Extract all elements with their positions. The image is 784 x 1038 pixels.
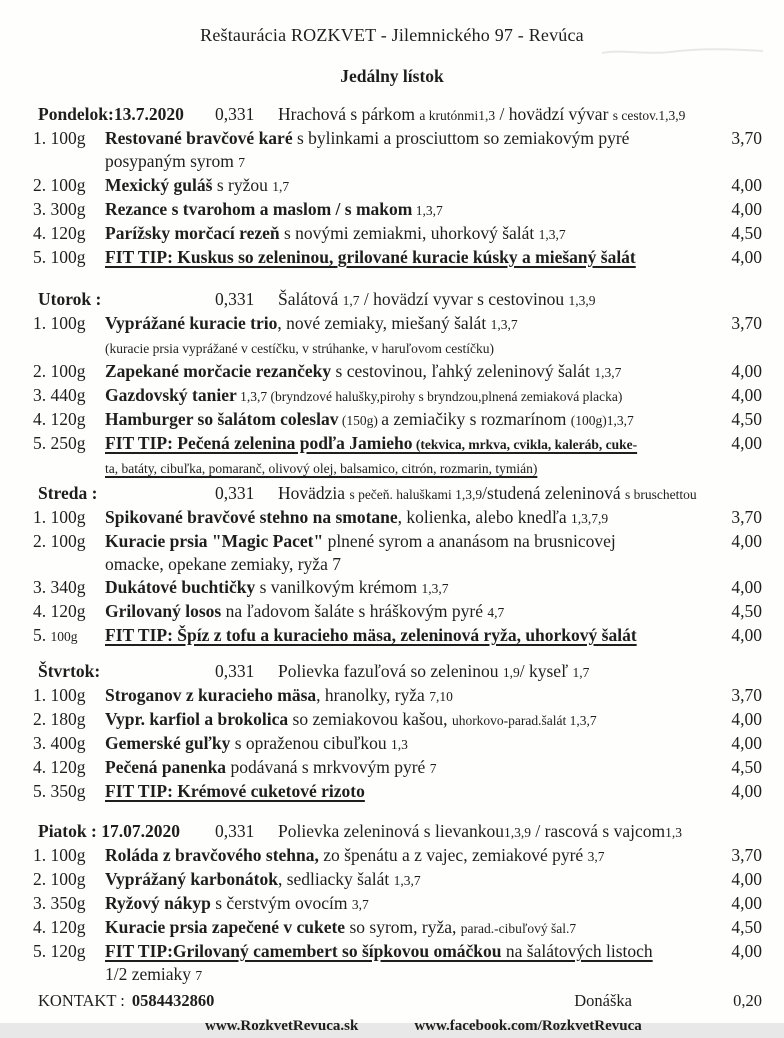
- item-weight: 340g: [50, 577, 86, 597]
- menu-item-row: [0, 198, 784, 222]
- item-weight: 440g: [50, 385, 86, 405]
- item-weight: 350g: [50, 781, 86, 801]
- item-line1: Rezance s tvarohom a maslom / s makom 1,3,7: [105, 199, 443, 219]
- item-description: [105, 868, 716, 892]
- item-weight: 350g: [50, 893, 86, 913]
- item-weight: 100g: [50, 247, 86, 267]
- day-soup: Polievka zeleninová s lievankou1,3,9 / rascová s vajcom1,3: [278, 821, 682, 841]
- item-description: [105, 600, 716, 624]
- item-weight: 120g: [50, 941, 86, 961]
- item-number-weight: 3. 300g: [33, 199, 86, 219]
- day-name: Pondelok:13.7.2020: [38, 104, 184, 124]
- item-number-weight: 5. 250g: [33, 433, 86, 453]
- item-price: 4,00: [731, 625, 762, 645]
- item-number-weight: 2. 180g: [33, 709, 86, 729]
- menu-item-row: [0, 844, 784, 868]
- contact-label: KONTAKT :: [38, 991, 125, 1010]
- item-number-weight: 3. 400g: [33, 733, 86, 753]
- menu-heading: Jedálny lístok: [340, 66, 444, 86]
- item-line1: Parížsky morčací rezeň s novými zemiakmi, uhorkový šalát 1,3,7: [105, 223, 566, 243]
- item-description: [105, 127, 716, 174]
- menu-item-row: [0, 174, 784, 198]
- item-number-weight: 4. 120g: [33, 409, 86, 429]
- item-line1: FIT TIP:Grilovaný camembert so šípkovou omáčkou na šalátových listoch: [105, 941, 653, 961]
- item-price: 4,00: [731, 199, 762, 219]
- contact-phone: 0584432860: [131, 991, 215, 1010]
- item-number-weight: 2. 100g: [33, 361, 86, 381]
- item-price: 4,50: [731, 223, 762, 243]
- item-price: 4,50: [731, 409, 762, 429]
- item-weight: 100g: [50, 361, 86, 381]
- day-soup: Hrachová s párkom a krutónmi1,3 / hovädzí vývar s cestov.1,3,9: [278, 104, 686, 124]
- day-header: [0, 660, 784, 684]
- item-weight: 100g: [50, 869, 86, 889]
- restaurant-title: Reštaurácia ROZKVET - Jilemnického 97 - Revúca: [200, 25, 584, 45]
- item-description: [105, 198, 716, 222]
- menu-item-row: [0, 246, 784, 269]
- item-line2: ta, batáty, cibuľka, pomaranč, olivový olej, balsamico, citrón, rozmarin, tymián): [105, 461, 538, 476]
- item-number-weight: 5. 120g: [33, 941, 86, 961]
- item-price: 3,70: [731, 128, 762, 148]
- menu-item-row: [0, 940, 784, 987]
- item-price: 4,00: [731, 361, 762, 381]
- item-weight: 100g: [50, 128, 86, 148]
- item-price: 4,00: [731, 869, 762, 889]
- item-description: [105, 576, 716, 600]
- menu-item-row: [0, 916, 784, 940]
- item-line1: Kuracie prsia zapečené v cukete so syrom, ryža, parad.-cibuľový šal.7: [105, 917, 577, 937]
- item-weight: 180g: [50, 709, 86, 729]
- item-line1: Zapekané morčacie rezančeky s cestovinou, ľahký zeleninový šalát 1,3,7: [105, 361, 622, 381]
- item-number-weight: 3. 350g: [33, 893, 86, 913]
- menu-item-row: [0, 312, 784, 360]
- item-price: 4,00: [731, 385, 762, 405]
- item-description: [105, 708, 716, 732]
- day-soup: Hovädzia s pečeň. haluškami 1,3,9/studená zeleninová s bruschettou: [278, 483, 697, 503]
- item-price: 3,70: [731, 313, 762, 333]
- item-number-weight: 2. 100g: [33, 869, 86, 889]
- delivery-price: 0,20: [733, 991, 762, 1010]
- item-weight: 100g: [50, 507, 86, 527]
- item-line2: (kuracie prsia vyprážané v cestíčku, v strúhanke, v haruľovom cestíčku): [105, 341, 494, 356]
- menu-item-row: [0, 432, 784, 480]
- day-header: [0, 103, 784, 127]
- menu-item-row: [0, 360, 784, 384]
- item-line1: FIT TIP: Krémové cuketové rizoto: [105, 781, 365, 801]
- item-description: [105, 360, 716, 384]
- item-price: 4,00: [731, 733, 762, 753]
- menu-item-row: [0, 684, 784, 708]
- item-weight: 400g: [50, 733, 86, 753]
- item-weight: 120g: [50, 409, 86, 429]
- day-section: [0, 820, 784, 987]
- item-price: 4,00: [731, 893, 762, 913]
- item-weight: 120g: [50, 917, 86, 937]
- item-price: 4,00: [731, 941, 762, 961]
- item-number-weight: 4. 120g: [33, 917, 86, 937]
- item-description: [105, 940, 716, 987]
- item-description: [105, 222, 716, 246]
- scan-smudge-artifact: [600, 44, 765, 58]
- item-price: 4,00: [731, 577, 762, 597]
- item-line1: Ryžový nákyp s čerstvým ovocím 3,7: [105, 893, 369, 913]
- item-line1: Gemerské guľky s opraženou cibuľkou 1,3: [105, 733, 408, 753]
- item-price: 4,00: [731, 433, 762, 453]
- menu-item-row: [0, 868, 784, 892]
- item-description: [105, 892, 716, 916]
- item-line1: Pečená panenka podávaná s mrkvovým pyré 7: [105, 757, 437, 777]
- day-section: [0, 660, 784, 803]
- menu-item-row: [0, 624, 784, 648]
- item-number-weight: 2. 100g: [33, 175, 86, 195]
- menu-days: [0, 103, 784, 987]
- item-description: [105, 530, 716, 576]
- item-line1: Stroganov z kuracieho mäsa, hranolky, ryža 7,10: [105, 685, 453, 705]
- item-weight: 100g: [50, 175, 86, 195]
- item-line1: Spikované bravčové stehno na smotane, kolienka, alebo knedľa 1,3,7,9: [105, 507, 609, 527]
- menu-item-row: [0, 708, 784, 732]
- item-number-weight: 5. 100g: [33, 247, 86, 267]
- item-line1: Mexický guláš s ryžou 1,7: [105, 175, 290, 195]
- item-weight: 100g: [50, 531, 86, 551]
- day-volume: 0,331: [215, 661, 255, 681]
- item-line1: Roláda z bravčového stehna, zo špenátu a z vajec, zemiakové pyré 3,7: [105, 845, 605, 865]
- item-price: 4,50: [731, 601, 762, 621]
- item-number-weight: 5. 100g: [33, 625, 78, 645]
- item-line1: Restované bravčové karé s bylinkami a prosciuttom so zemiakovým pyré: [105, 128, 630, 148]
- item-description: [105, 624, 716, 647]
- day-section: [0, 288, 784, 480]
- item-description: [105, 432, 716, 480]
- item-weight: 100g: [50, 845, 86, 865]
- menu-item-row: [0, 506, 784, 530]
- item-line1: Hamburger so šalátom coleslav (150g) a zemiačiky s rozmarínom (100g)1,3,7: [105, 409, 634, 429]
- item-number-weight: 1. 100g: [33, 313, 86, 333]
- day-name: Streda :: [38, 483, 98, 503]
- menu-item-row: [0, 600, 784, 624]
- item-number-weight: 5. 350g: [33, 781, 86, 801]
- item-number-weight: 1. 100g: [33, 128, 86, 148]
- day-name: Piatok : 17.07.2020: [38, 821, 180, 841]
- day-soup: Polievka fazuľová so zeleninou 1,9/ kyseľ 1,7: [278, 661, 590, 681]
- item-description: [105, 732, 716, 756]
- day-header: [0, 482, 784, 506]
- item-price: 3,70: [731, 845, 762, 865]
- item-price: 4,50: [731, 757, 762, 777]
- day-section: [0, 482, 784, 648]
- item-weight: 100g: [50, 685, 86, 705]
- item-description: [105, 756, 716, 780]
- menu-item-row: [0, 892, 784, 916]
- item-weight: 300g: [50, 199, 86, 219]
- item-price: 4,00: [731, 175, 762, 195]
- menu-item-row: [0, 408, 784, 432]
- item-line1: Grilovaný losos na ľadovom šaláte s hráškovým pyré 4,7: [105, 601, 505, 621]
- item-price: 4,00: [731, 247, 762, 267]
- item-price: 3,70: [731, 685, 762, 705]
- item-description: [105, 246, 716, 269]
- item-description: [105, 408, 716, 432]
- menu-item-row: [0, 530, 784, 576]
- menu-item-row: [0, 576, 784, 600]
- item-description: [105, 174, 716, 198]
- item-weight: 120g: [50, 223, 86, 243]
- item-line1: Vyprážaný karbonátok, sedliacky šalát 1,3,7: [105, 869, 421, 889]
- day-volume: 0,331: [215, 483, 255, 503]
- item-number-weight: 2. 100g: [33, 531, 86, 551]
- menu-item-row: [0, 222, 784, 246]
- item-price: 4,00: [731, 709, 762, 729]
- item-line1: FIT TIP: Špíz z tofu a kuracieho mäsa, zeleninová ryža, uhorkový šalát: [105, 625, 637, 645]
- item-description: [105, 844, 716, 868]
- website-link: www.RozkvetRevuca.sk: [205, 1018, 359, 1034]
- item-weight: 100g: [50, 629, 78, 644]
- item-line1: FIT TIP: Pečená zelenina podľa Jamieho (tekvica, mrkva, cvikla, kaleráb, cuke-: [105, 433, 638, 453]
- day-section: [0, 103, 784, 269]
- item-description: [105, 780, 716, 803]
- item-number-weight: 4. 120g: [33, 601, 86, 621]
- item-price: 4,50: [731, 917, 762, 937]
- day-volume: 0,331: [215, 289, 255, 309]
- item-number-weight: 4. 120g: [33, 757, 86, 777]
- item-description: [105, 384, 716, 408]
- contact-row: [0, 989, 784, 1012]
- item-description: [105, 506, 716, 530]
- item-number-weight: 1. 100g: [33, 845, 86, 865]
- item-number-weight: 4. 120g: [33, 223, 86, 243]
- menu-item-row: [0, 384, 784, 408]
- item-description: [105, 312, 716, 360]
- menu-item-row: [0, 127, 784, 174]
- day-header: [0, 820, 784, 844]
- item-number-weight: 3. 440g: [33, 385, 86, 405]
- item-line2: 1/2 zemiaky 7: [105, 964, 203, 984]
- item-line1: Gazdovský tanier 1,3,7 (bryndzové halušky,pirohy s bryndzou,plnená zemiaková placka): [105, 385, 623, 405]
- item-weight: 100g: [50, 313, 86, 333]
- day-header: [0, 288, 784, 312]
- item-line1: Kuracie prsia "Magic Pacet" plnené syrom a ananásom na brusnicovej: [105, 531, 616, 551]
- item-line1: Vypr. karfiol a brokolica so zemiakovou kašou, uhorkovo-parad.šalát 1,3,7: [105, 709, 597, 729]
- item-weight: 250g: [50, 433, 86, 453]
- menu-item-row: [0, 780, 784, 803]
- item-weight: 120g: [50, 757, 86, 777]
- facebook-link: www.facebook.com/RozkvetRevuca: [414, 1018, 642, 1034]
- day-name: Štvrtok:: [38, 661, 101, 681]
- item-line1: Dukátové buchtičky s vanilkovým krémom 1,3,7: [105, 577, 449, 597]
- item-number-weight: 1. 100g: [33, 507, 86, 527]
- item-number-weight: 1. 100g: [33, 685, 86, 705]
- item-weight: 120g: [50, 601, 86, 621]
- item-price: 3,70: [731, 507, 762, 527]
- menu-item-row: [0, 732, 784, 756]
- day-name: Utorok :: [38, 289, 102, 309]
- links-row: [205, 1015, 784, 1038]
- delivery-label: Donáška: [574, 991, 632, 1010]
- menu-item-row: [0, 756, 784, 780]
- item-description: [105, 684, 716, 708]
- item-line1: Vyprážané kuracie trio, nové zemiaky, miešaný šalát 1,3,7: [105, 313, 518, 333]
- item-line1: FIT TIP: Kuskus so zeleninou, grilované kuracie kúsky a miešaný šalát: [105, 247, 636, 267]
- item-line2: omacke, opekane zemiaky, ryža 7: [105, 554, 341, 574]
- item-price: 4,00: [731, 781, 762, 801]
- day-volume: 0,331: [215, 104, 255, 124]
- item-description: [105, 916, 716, 940]
- day-volume: 0,331: [215, 821, 255, 841]
- day-soup: Šalátová 1,7 / hovädzí vyvar s cestovinou 1,3,9: [278, 289, 596, 309]
- item-line2: posypaným syrom 7: [105, 151, 245, 171]
- item-number-weight: 3. 340g: [33, 577, 86, 597]
- item-price: 4,00: [731, 531, 762, 551]
